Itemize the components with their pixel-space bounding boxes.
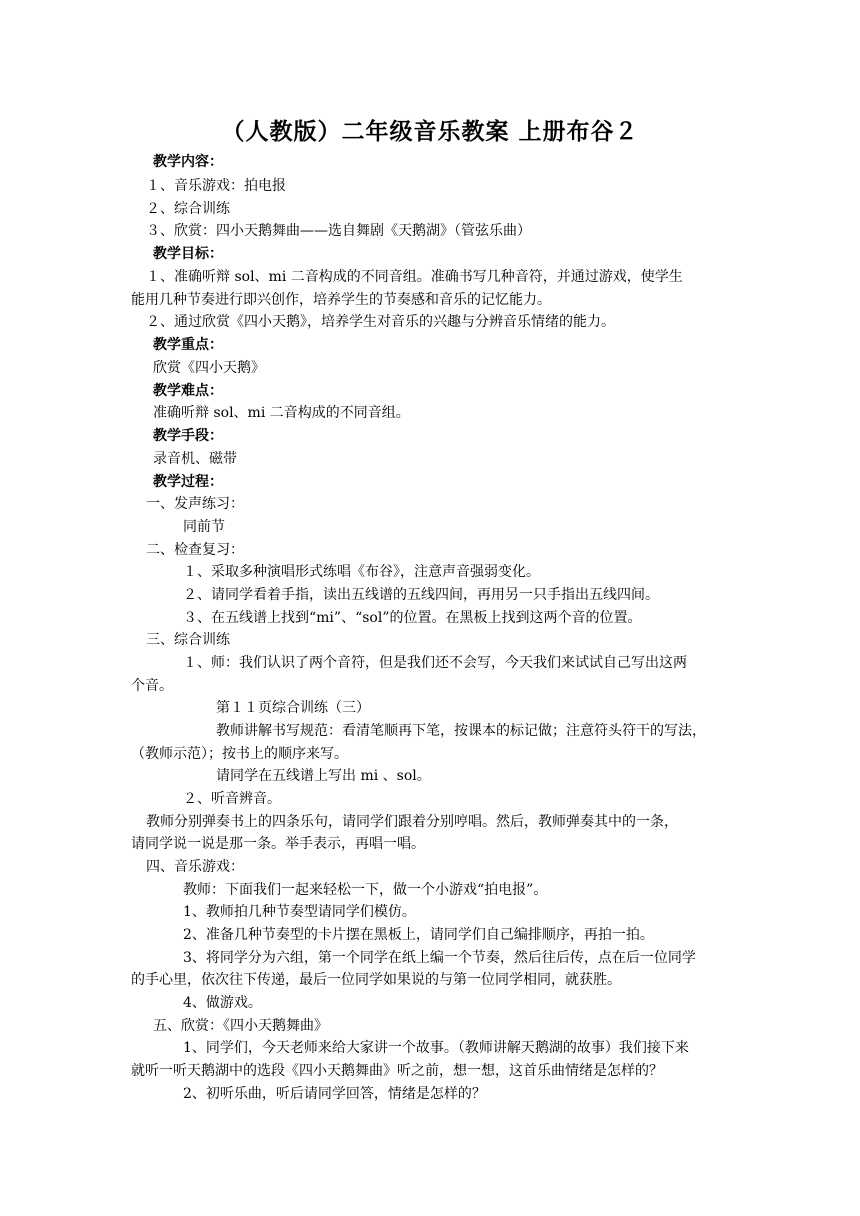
section-2-heading: 二、检查复习： xyxy=(146,542,244,558)
key-points-text: 欣赏《四小天鹅》 xyxy=(153,360,265,376)
section-2-item-3: ３、在五线谱上找到“mi”、“sol”的位置。在黑板上找到这两个音的位置。 xyxy=(183,610,642,626)
section-1-heading: 一、发声练习： xyxy=(146,496,244,512)
section-3-page-ref: 第１１页综合训练（三） xyxy=(216,700,370,716)
heading-teaching-goals: 教学目标： xyxy=(153,246,223,262)
goal-1-line-1: １、准确听辩 sol、mi 二音构成的不同音组。准确书写几种音符，并通过游戏，使学生 xyxy=(146,269,683,285)
section-4-item-3-line-1: 3、将同学分为六组，第一个同学在纸上编一个节奏，然后往后传，点在后一位同学 xyxy=(183,950,696,966)
heading-teaching-means: 教学手段： xyxy=(153,428,223,444)
section-3-item-1-line-1: １、师：我们认识了两个音符，但是我们还不会写，今天我们来试试自己写出这两 xyxy=(183,655,687,671)
section-3-item-1-line-2: 个音。 xyxy=(131,678,173,694)
section-3-writing-task: 请同学在五线谱上写出 mi 、sol。 xyxy=(216,768,431,784)
section-5-item-1-line-2: 就听一听天鹅湖中的选段《四小天鹅舞曲》听之前，想一想，这首乐曲情绪是怎样的？ xyxy=(131,1063,663,1079)
goal-1-line-2: 能用几种节奏进行即兴创作，培养学生的节奏感和音乐的记忆能力。 xyxy=(131,292,551,308)
heading-teaching-process: 教学过程： xyxy=(153,474,223,490)
section-3-item-2-text-line-2: 请同学说一说是那一条。举手表示，再唱一唱。 xyxy=(131,836,425,852)
difficulties-text: 准确听辩 sol、mi 二音构成的不同音组。 xyxy=(153,405,410,421)
section-5-heading: 五、欣赏：《四小天鹅舞曲》 xyxy=(153,1018,328,1034)
section-4-item-1: 1、教师拍几种节奏型请同学们模仿。 xyxy=(183,904,416,920)
section-4-item-4: 4、做游戏。 xyxy=(183,995,262,1011)
section-3-writing-rule-line-2: （教师示范）；按书上的顺序来写。 xyxy=(131,746,348,762)
section-3-item-2-text-line-1: 教师分别弹奏书上的四条乐句，请同学们跟着分别哼唱。然后，教师弹奏其中的一条， xyxy=(146,814,678,830)
section-4-item-2: 2、准备几种节奏型的卡片摆在黑板上，请同学们自己编排顺序，再拍一拍。 xyxy=(183,927,654,943)
section-4-intro: 教师：下面我们一起来轻松一下，做一个小游戏“拍电报”。 xyxy=(183,882,548,898)
heading-difficulties: 教学难点： xyxy=(153,383,223,399)
heading-key-points: 教学重点： xyxy=(153,337,223,353)
section-3-item-2: ２、听音辨音。 xyxy=(183,791,281,807)
section-1-text: 同前节 xyxy=(183,519,225,535)
teaching-means-text: 录音机、磁带 xyxy=(153,451,237,467)
content-item-3: ３、欣赏：四小天鹅舞曲——选自舞剧《天鹅湖》（管弦乐曲） xyxy=(146,223,531,239)
section-5-item-2: 2、初听乐曲，听后请同学回答，情绪是怎样的？ xyxy=(183,1086,486,1102)
section-5-item-1-line-1: 1、同学们，今天老师来给大家讲一个故事。（教师讲解天鹅湖的故事）我们接下来 xyxy=(183,1040,689,1056)
content-item-1: １、音乐游戏：拍电报 xyxy=(146,178,286,194)
section-2-item-2: ２、请同学看着手指，读出五线谱的五线四间，再用另一只手指出五线四间。 xyxy=(183,587,659,603)
document-title: （人教版）二年级音乐教案 上册布谷２ xyxy=(221,118,639,145)
section-3-writing-rule-line-1: 教师讲解书写规范：看清笔顺再下笔，按课本的标记做；注意符头符干的写法， xyxy=(216,723,706,739)
goal-2: ２、通过欣赏《四小天鹅》，培养学生对音乐的兴趣与分辨音乐情绪的能力。 xyxy=(146,314,615,330)
section-4-item-3-line-2: 的手心里，依次往下传递，最后一位同学如果说的与第一位同学相同，就获胜。 xyxy=(131,972,621,988)
section-2-item-1: １、采取多种演唱形式练唱《布谷》，注意声音强弱变化。 xyxy=(183,564,540,580)
heading-teaching-content: 教学内容： xyxy=(153,154,223,170)
section-4-heading: 四、音乐游戏： xyxy=(146,859,244,875)
section-3-heading: 三、综合训练 xyxy=(146,632,230,648)
content-item-2: ２、综合训练 xyxy=(146,201,230,217)
